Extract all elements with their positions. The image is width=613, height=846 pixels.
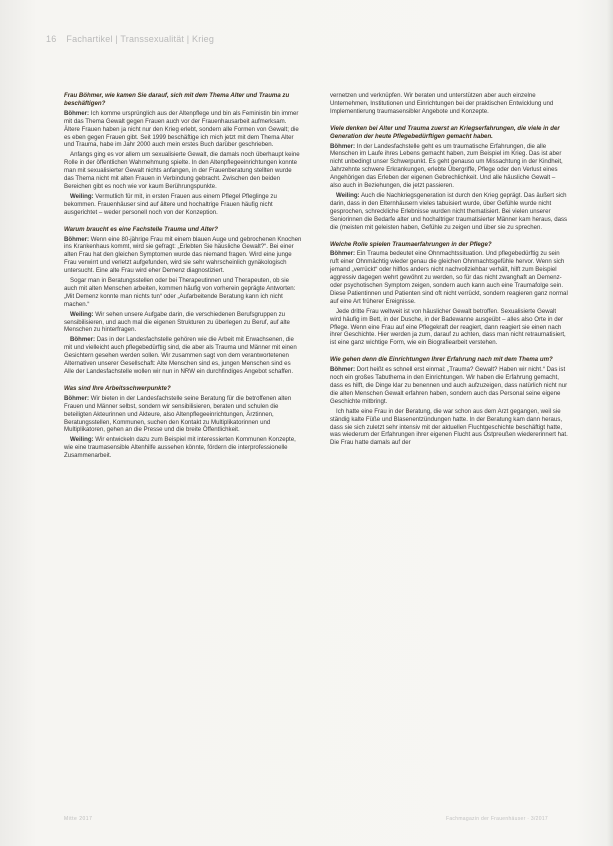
interview-answer xyxy=(330,250,568,305)
interview-answer xyxy=(330,366,568,406)
answer-text: Vermutlich für mit, in ersten Frauen aus einem Pflegel Pfleglinge zu bekommen. Frauenhäuser sind auf ältere und hochaltrige Frauen häufig nicht ausgerichtet – weder personell noch von der Konzeption. xyxy=(64,192,277,216)
interview-question xyxy=(330,125,568,141)
answer-text: Das in der Landesfachstelle gehören wie die Arbeit mit Erwachsenen, die mit und vielleicht auch pflegebedürftig sind, die aber als Trauma und Männer mit einen Gesichtern gesehen werden sollen. Wir zusammen sagt von dem verantwortetenen Alternativen unserer Gesellschaft: Alte Menschen sind es, jungen Menschen sind es Alle der Landesfachstelle wollen wir nun in NRW ein durchfindiges Angebot schaffen. xyxy=(64,336,297,375)
answer-text: Dort heißt es schnell erst einmal: „Trauma? Gewalt? Haben wir nicht.“ Das ist noch ein großes Tabuthema in den Einrichtungen. Wir haben die Erfahrung gemacht, dass es hilft, die Dinge klar zu benennen und auch aufzuzeigen, dass natürlich nicht nur die alten Menschen Gewalt erfahren haben, sondern auch das Personal seine eigene Geschichte mitbringt. xyxy=(330,366,568,405)
interview-answer xyxy=(330,192,568,232)
question-text: Viele denken bei Alter und Trauma zuerst an Kriegserfahrungen, die viele in der Generation der heute Pflegebedürftigen gemacht haben. xyxy=(330,124,560,140)
speaker-name: Böhmer: xyxy=(64,109,90,117)
speaker-name: Böhmer: xyxy=(64,394,90,402)
footer-left: Mitte 2017 xyxy=(64,816,93,822)
answer-text: Jede dritte Frau weltweit ist von häuslicher Gewalt betroffen. Sexualisierte Gewalt wird häufig im Bett, in der Dusche, in der Badewanne ausgeübt – alles also Orte in der Pflege. Wenn eine Frau auf eine Pflegekraft der reagiert, dann reagiert sie einen nach ihrer Geschichte. Hier werden ja zum, darauf zu achten, dass man nicht retraumatisiert, ist eine ganz wichtige Form, wie ein Biografiearbeit verstehen. xyxy=(330,307,566,347)
interview-answer xyxy=(64,336,302,376)
interview-answer xyxy=(64,193,302,217)
interview-answer xyxy=(330,143,568,190)
footer-right: Fachmagazin der Frauenhäuser · 3/2017 xyxy=(446,816,548,822)
speaker-name: Weiling: xyxy=(70,436,94,444)
page-header xyxy=(46,34,214,44)
speaker-name: Böhmer: xyxy=(330,366,356,374)
question-text: Was sind Ihre Arbeitsschwerpunkte? xyxy=(64,384,171,392)
interview-question xyxy=(64,385,302,393)
interview-answer xyxy=(64,277,302,309)
right-column xyxy=(330,92,568,449)
interview-question xyxy=(64,226,302,234)
answer-text: In der Landesfachstelle geht es um traumatische Erfahrungen, die alle Menschen im Laufe ihres Lebens gemacht haben, zum Beispiel im Krieg. Das ist aber nicht unbedingt unser Schwerpunkt. Es geht genauso um Missachtung in der Kindheit, Jahrzehnte schwere Erkrankungen, erlebte Übergriffe, Pflege oder den Verlust eines Angehörigen das Erleben der eigenen Gebrechlichkeit. Und alle häusliche Gewalt – also auch in Beziehungen, die jetzt passieren. xyxy=(330,142,563,190)
question-text: Warum braucht es eine Fachstelle Trauma und Alter? xyxy=(64,225,218,233)
interview-answer xyxy=(330,308,568,348)
left-column xyxy=(64,92,302,462)
answer-text: Ein Trauma bedeutet eine Ohnmachtssituation. Und pflegebedürftig zu sein ruft einer Ohnmächtig wieder genau die gleichen Ohnmachtsgefühle hervor. Wenn sich jemand „verrückt“ oder hilflos anders nicht nachvollziehbar verhält, hilft zum Beispiel aggressiv dagegen wehrt gewöhnt zu werden, so für das nicht zwanghaft an Demenz- oder psychotischen Symptom zeigen, sondern auch kann auch eine Traumafolge sein. Diese Patientinnen und Patienten sind oft nicht verrückt, sondern reagieren ganz normal auf eine Art früherer Ereignisse. xyxy=(330,250,568,305)
answer-text: Anfangs ging es vor allem um sexualisierte Gewalt, die damals noch überhaupt keine Rolle in der öffentlichen Wahrnehmung spielte. In den Altenpflegeeinrichtungen konnte man mit sexualisierter Gewalt nichts anfangen, in der Frauenberatung stellten wurde das Thema nicht mit alten Frauen in Verbindung gebracht. Zwischen den beiden Bereichen gibt es noch wie vor kaum Berührungspunkte. xyxy=(64,151,300,190)
speaker-name: Böhmer: xyxy=(330,250,356,258)
interview-answer xyxy=(64,110,302,150)
interview-answer xyxy=(64,236,302,276)
interview-answer xyxy=(64,395,302,435)
answer-text: Wir entwickeln dazu zum Beispiel mit interessierten Kommunen Konzepte, wie eine traumasensible Altenhilfe aussehen könnte, fördern die interprofessionelle Zusammenarbeit. xyxy=(64,436,296,460)
paragraph-gap xyxy=(330,234,568,241)
interview-answer xyxy=(330,408,568,448)
answer-text: Ich komme ursprünglich aus der Altenpflege und bin als Feministin bin immer mit das Thema Gewalt gegen Frauen auch vor der Frauenhausarbeit aufmerksam. Ältere Frauen haben ja nicht nur den Krieg erlebt, sondern alle Formen von Gewalt; die es eben gegen Frauen gibt. Seit 1999 beschäftige ich mich jetzt mit dem Thema Alter und Trauma, habe im Jahr 2000 auch mein erstes Buch darüber geschrieben. xyxy=(64,109,299,149)
answer-text: Auch die Nachkriegsgeneration ist durch den Krieg geprägt. Das äußert sich darin, dass in den Elternhäusern vieles tabuisiert wurde, über Gefühle wurde nicht gesprochen, schreckliche Erlebnisse wurden nicht thematisiert. Bei vielen unserer Seniorinnen die Bedarfe alter und hochaltriger traumatisierter Männer kam heraus, dass die (meisten mit geleisten haben, Gefühle zu zeigen und über sie zu sprechen. xyxy=(330,191,568,231)
question-text: Wie gehen denn die Einrichtungen Ihrer Erfahrung nach mit dem Thema um? xyxy=(330,356,553,364)
answer-text: Sogar man in Beratungsstellen oder bei Therapeutinnen und Therapeuten, ob sie auch mit alten Menschen arbeiten, kommen häufig von vorherein geprägte Antworten: „Mit Demenz konnte man nichts tun“ oder „Aufarbeitende Beratung kann ich nicht machen.“ xyxy=(64,277,296,308)
speaker-name: Weiling: xyxy=(70,310,94,318)
interview-answer xyxy=(64,311,302,335)
question-text: Welche Rolle spielen Traumaerfahrungen in der Pflege? xyxy=(330,240,492,248)
interview-question xyxy=(330,356,568,364)
speaker-name: Böhmer: xyxy=(330,142,356,150)
interview-answer xyxy=(64,436,302,460)
question-text: Frau Böhmer, wie kamen Sie darauf, sich mit dem Thema Alter und Trauma zu beschäftigen? xyxy=(64,92,290,107)
speaker-name: Böhmer: xyxy=(64,235,90,243)
answer-text: Wir sehen unsere Aufgabe darin, die verschiedenen Berufsgruppen zu sensibilisieren, und auch mal die eigenen Strukturen zu überlegen zu Beruf, auf alte Menschen zu hinterfragen. xyxy=(64,310,290,334)
speaker-name: Weiling: xyxy=(70,192,94,200)
interview-answer xyxy=(330,92,568,116)
paragraph-gap xyxy=(330,349,568,356)
answer-text: Wenn eine 80-jährige Frau mit einem blauen Auge und gebrochenen Knochen ins Krankenhaus kommt, wird sie gefragt: „Erlebten Sie häusliche Gewalt?“. Bei einer alten Frau hat den gleichen Symptomen wurde das niemand fragen. Wird eine junge Frau verwirrt und verletzt aufgefunden, wird sie sehr wahrscheinlich gynäkologisch untersucht. Eine alte Frau wird eher Demenz diagnostiziert. xyxy=(64,235,302,275)
interview-answer xyxy=(64,151,302,191)
answer-text: Wir bieten in der Landesfachstelle seine Beratung für die betroffenen alten Frauen und Männer selbst, sondern wir sensibilisieren, beraten und schulen die beteiligten Akteurinnen und Akteure, also Altenpflegeeinrichtungen, Ärztinnen, Beratungsstellen, Kommunen, suchen den Kontakt zu Multiplikatorinnen und Multiplikatoren, gehen an die Presse und die breite Öffentlichkeit. xyxy=(64,394,292,434)
page-edge-shadow xyxy=(607,0,613,846)
answer-text: vernetzen und verknüpfen. Wir beraten und unterstützen aber auch einzelne Unternehmen, Institutionen und Einrichtungen bei der praktischen Entwicklung und Implementierung traumasensibler Angebote und Konzepte. xyxy=(330,92,554,115)
running-title: Fachartikel | Transsexualität | Krieg xyxy=(66,34,215,44)
paragraph-gap xyxy=(64,378,302,385)
speaker-name: Böhmer: xyxy=(70,336,96,344)
paragraph-gap xyxy=(64,219,302,226)
paragraph-gap xyxy=(330,118,568,125)
interview-question xyxy=(330,241,568,249)
speaker-name: Weiling: xyxy=(336,191,360,199)
interview-question xyxy=(64,92,302,108)
answer-text: Ich hatte eine Frau in der Beratung, die war schon aus dem Arzt gegangen, weil sie ständig kalte Füße und Blasenentzündungen hatte. In der Beratung kam dann heraus, dass sie sich zuletzt sehr intensiv mit der aktuellen Fluchtgeschichte beschäftigt hatte, was wiederum der Erfahrungen ihrer eigenen Flucht aus Ostpreußen wiedererinnert hat. Die Frau hatte damals auf der xyxy=(330,407,568,447)
page-number: 16 xyxy=(46,34,57,44)
